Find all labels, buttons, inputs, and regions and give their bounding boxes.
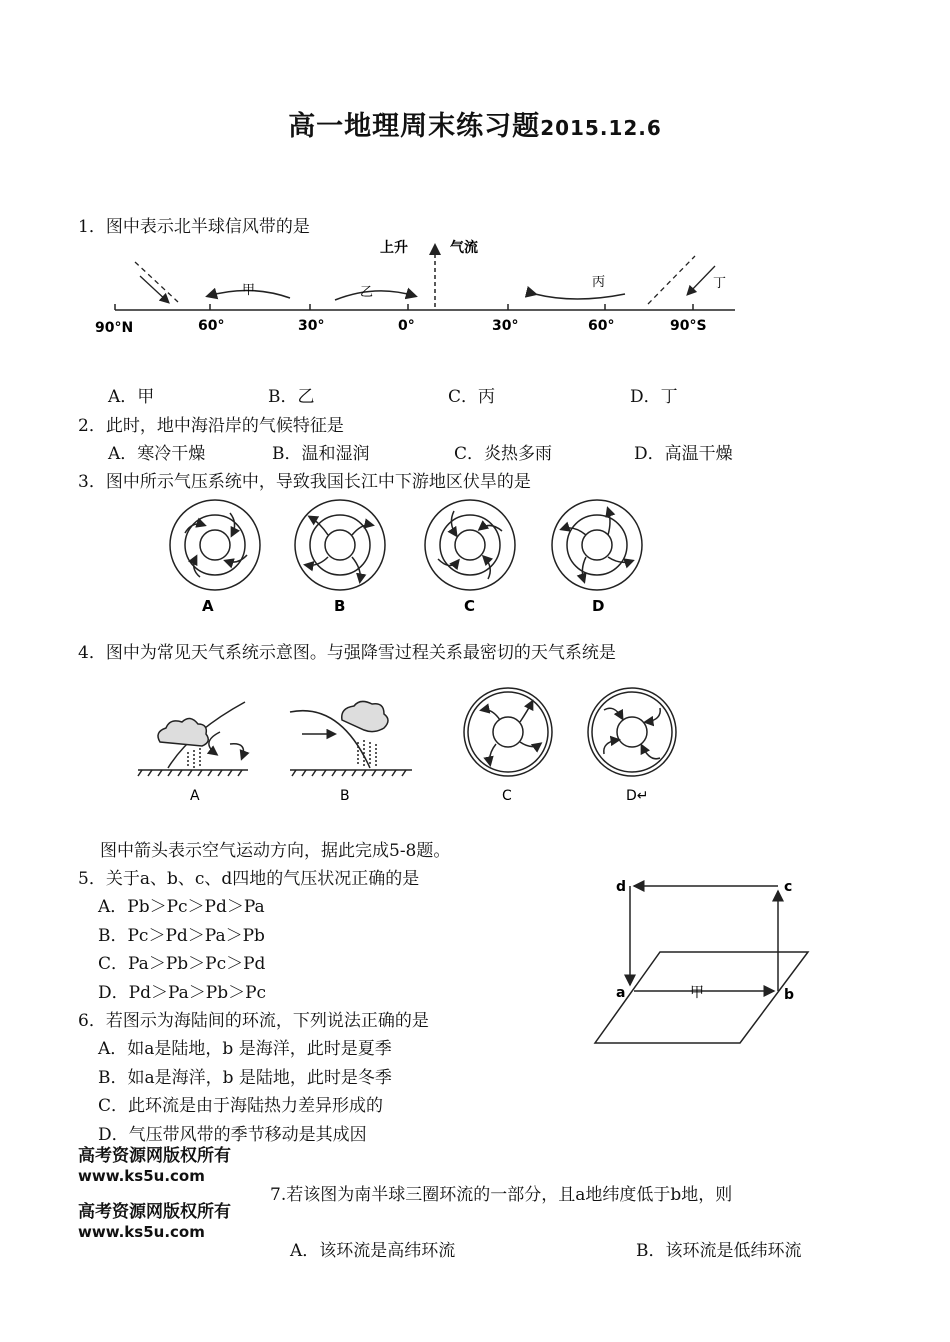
tick-90s: 90°S	[670, 318, 707, 334]
belt-jia-label: 甲	[242, 283, 256, 298]
q5-option-c[interactable]: C．Pa＞Pb＞Pc＞Pd	[98, 954, 266, 974]
page-title	[0, 104, 950, 143]
q4-label-d: D↵	[626, 788, 649, 804]
q4-label-b: B	[340, 788, 350, 804]
up-label: 上升	[380, 240, 408, 256]
q4-label-c: C	[502, 788, 512, 804]
q6-option-a[interactable]: A．如a是陆地，b 是海洋，此时是夏季	[98, 1039, 392, 1059]
q5-option-d[interactable]: D．Pd＞Pa＞Pb＞Pc	[98, 983, 267, 1003]
tick-90n: 90°N	[95, 320, 134, 336]
question-1: 1．图中表示北半球信风带的是	[78, 217, 310, 237]
watermark-2	[78, 1202, 231, 1242]
point-jia: 甲	[690, 985, 704, 1001]
watermark-2-line2: www.ks5u.com	[78, 1223, 205, 1241]
q2-option-c[interactable]: C．炎热多雨	[454, 444, 553, 464]
pressure-system-d	[552, 500, 642, 590]
question-2: 2．此时，地中海沿岸的气候特征是	[78, 416, 344, 436]
weather-system-d	[588, 688, 676, 776]
belt-ding-label: 丁	[713, 276, 727, 291]
pressure-system-b	[295, 500, 385, 590]
q7-option-a[interactable]: A．该环流是高纬环流	[290, 1241, 456, 1261]
weather-system-c	[464, 688, 552, 776]
watermark-2-line1: 高考资源网版权所有	[78, 1202, 231, 1222]
q5-option-a[interactable]: A．Pb＞Pc＞Pd＞Pa	[98, 897, 265, 917]
question-7: 7.若该图为南半球三圈环流的一部分，且a地纬度低于b地，则	[270, 1185, 733, 1205]
intro-5-8: 图中箭头表示空气运动方向，据此完成5-8题。	[100, 841, 451, 861]
q2-option-b[interactable]: B．温和湿润	[272, 444, 370, 464]
question-4: 4．图中为常见天气系统示意图。与强降雪过程关系最密切的天气系统是	[78, 643, 616, 663]
circulation-figure	[590, 875, 815, 1050]
watermark-1-line2: www.ks5u.com	[78, 1167, 205, 1185]
q3-label-a: A	[202, 597, 214, 615]
title-main: 高一地理周末练习题	[288, 111, 541, 142]
q3-label-d: D	[592, 597, 605, 615]
point-d: d	[616, 879, 627, 895]
pressure-system-c	[425, 500, 515, 590]
tick-30n: 30°	[298, 318, 325, 334]
belt-yi-arrow	[335, 291, 415, 300]
q6-option-d[interactable]: D．气压带风带的季节移动是其成因	[98, 1125, 367, 1145]
q1-option-a[interactable]: A．甲	[108, 387, 155, 407]
q4-label-a: A	[190, 788, 200, 804]
weather-system-a	[138, 702, 248, 776]
tick-0: 0°	[398, 318, 415, 334]
watermark-1-line1: 高考资源网版权所有	[78, 1146, 231, 1166]
q3-label-c: C	[464, 597, 476, 615]
belt-bing-label: 丙	[592, 275, 606, 290]
pressure-system-a	[170, 500, 260, 590]
title-date: 2015.12.6	[540, 116, 662, 140]
q6-option-c[interactable]: C．此环流是由于海陆热力差异形成的	[98, 1096, 384, 1116]
weather-systems-figure	[130, 682, 690, 812]
q2-option-d[interactable]: D．高温干燥	[634, 444, 733, 464]
pressure-systems-figure	[160, 495, 660, 620]
flow-label: 气流	[450, 240, 478, 256]
q5-option-b[interactable]: B．Pc＞Pd＞Pa＞Pb	[98, 926, 265, 946]
q3-label-b: B	[334, 597, 346, 615]
tick-30s: 30°	[492, 318, 519, 334]
belt-bing-arrow	[535, 294, 625, 299]
question-5: 5．关于a、b、c、d四地的气压状况正确的是	[78, 869, 420, 889]
question-6: 6．若图示为海陆间的环流，下列说法正确的是	[78, 1011, 429, 1031]
question-3: 3．图中所示气压系统中，导致我国长江中下游地区伏旱的是	[78, 472, 531, 492]
q1-option-c[interactable]: C．丙	[448, 387, 496, 407]
q1-option-d[interactable]: D．丁	[630, 387, 678, 407]
watermark-1	[78, 1146, 231, 1186]
weather-system-b	[290, 701, 412, 776]
point-a: a	[616, 985, 626, 1001]
wind-belt-figure	[90, 232, 740, 340]
q1-option-b[interactable]: B．乙	[268, 387, 315, 407]
tick-60s: 60°	[588, 318, 615, 334]
q7-option-b[interactable]: B．该环流是低纬环流	[636, 1241, 802, 1261]
point-b: b	[784, 987, 795, 1003]
point-c: c	[784, 879, 793, 895]
tick-60n: 60°	[198, 318, 225, 334]
q6-option-b[interactable]: B．如a是海洋，b 是陆地，此时是冬季	[98, 1068, 392, 1088]
belt-yi-label: 乙	[360, 285, 374, 300]
q2-option-a[interactable]: A．寒冷干燥	[108, 444, 206, 464]
